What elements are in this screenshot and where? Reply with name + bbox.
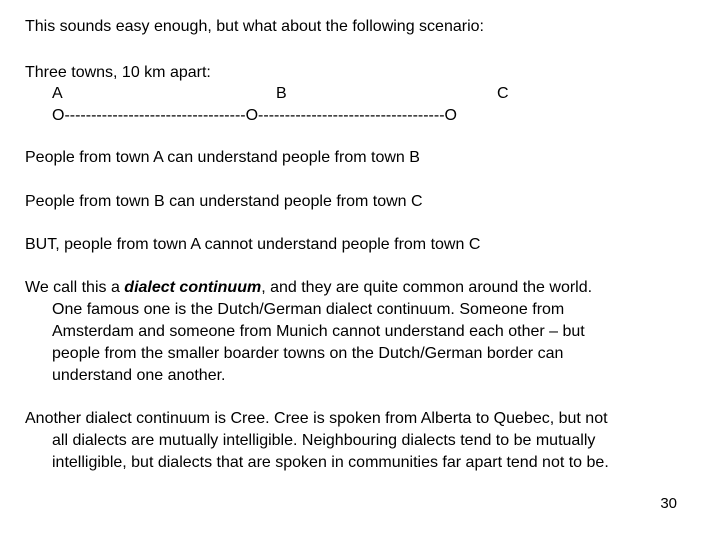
town-a-label: A: [52, 85, 63, 102]
paragraph1-line4: people from the smaller boarder towns on the Dutch/German border can: [52, 345, 564, 362]
paragraph1-rest: , and they are quite common around the world.: [261, 279, 593, 296]
statement-a-b: People from town A can understand people from town B: [25, 149, 420, 166]
paragraph2-line2: all dialects are mutually intelligible. Neighbouring dialects tend to be mutually: [52, 432, 596, 449]
scenario-heading: Three towns, 10 km apart:: [25, 64, 211, 81]
town-connection-line: O----------------------------------O-----------------------------------O: [52, 107, 457, 124]
paragraph1-line1: [25, 278, 592, 298]
town-c-label: C: [497, 85, 509, 102]
paragraph1-line2: One famous one is the Dutch/German dialect continuum. Someone from: [52, 301, 565, 318]
statement-a-c: BUT, people from town A cannot understand people from town C: [25, 236, 481, 253]
paragraph1-line3: Amsterdam and someone from Munich cannot understand each other – but: [52, 323, 585, 340]
paragraph2-line3: intelligible, but dialects that are spoken in communities far apart tend not to be.: [52, 454, 609, 471]
page-number: 30: [660, 495, 677, 512]
dialect-continuum-term: dialect continuum: [124, 279, 262, 296]
intro-text: This sounds easy enough, but what about the following scenario:: [25, 18, 484, 35]
paragraph2-line1: Another dialect continuum is Cree. Cree is spoken from Alberta to Quebec, but not: [25, 410, 608, 427]
town-b-label: B: [276, 85, 287, 102]
statement-b-c: People from town B can understand people from town C: [25, 193, 423, 210]
paragraph1-line5: understand one another.: [52, 367, 226, 384]
paragraph1-lead: We call this a: [25, 279, 125, 296]
